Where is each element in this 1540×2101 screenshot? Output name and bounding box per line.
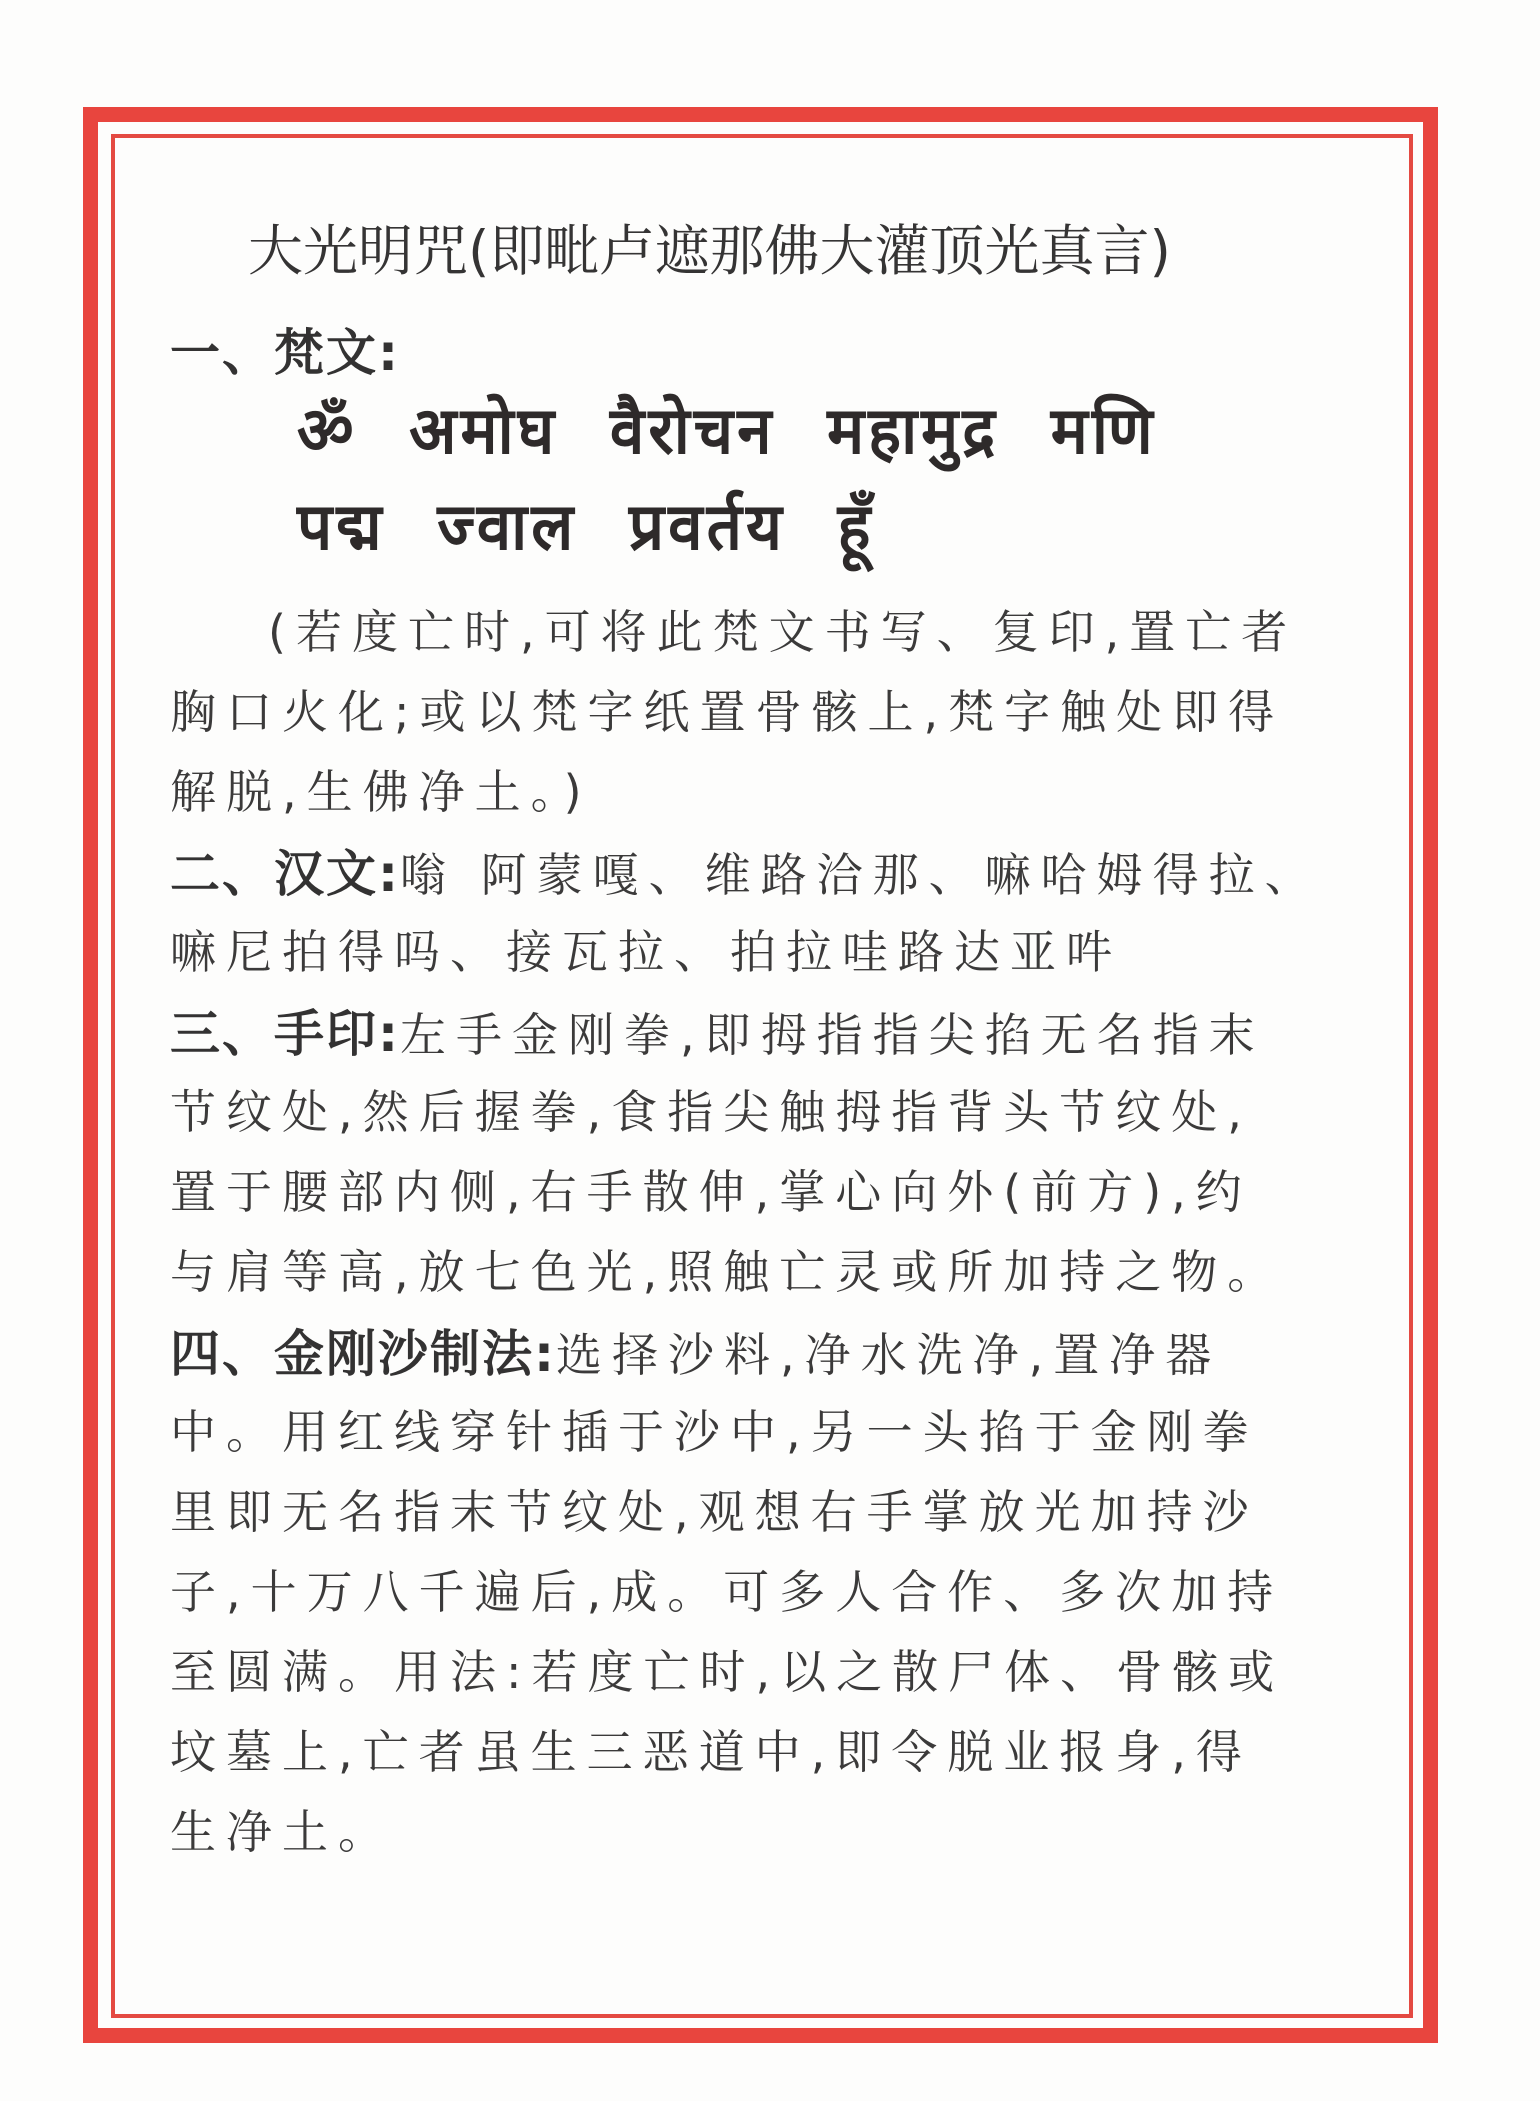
vajra-sand-line-7: 生净土。: [170, 1805, 394, 1859]
mudra-line-3: 置于腰部内侧,右手散伸,掌心向外(前方),约: [170, 1165, 1252, 1219]
section-heading-mudra: 三、手印:: [170, 1005, 400, 1063]
mudra-line-1: 左手金刚拳,即拇指指尖掐无名指末: [400, 1008, 1265, 1062]
note-line-2: 胸口火化;或以梵字纸置骨骸上,梵字触处即得: [170, 685, 1285, 739]
section-chinese: [170, 845, 1360, 903]
vajra-sand-line-5: 至圆满。用法:若度亡时,以之散尸体、骨骸或: [170, 1645, 1285, 1699]
section-heading-chinese: 二、汉文:: [170, 845, 400, 903]
mudra-line-2: 节纹处,然后握拳,食指尖触拇指背头节纹处,: [170, 1085, 1252, 1139]
vajra-sand-line-4: 子,十万八千遍后,成。可多人合作、多次加持: [170, 1565, 1284, 1619]
vajra-sand-line-1: 选择沙料,净水洗净,置净器: [556, 1328, 1222, 1382]
section-heading-sanskrit: 一、梵文:: [170, 324, 400, 382]
section-mudra: [170, 1005, 1360, 1063]
vajra-sand-line-2: 中。用红线穿针插于沙中,另一头掐于金刚拳: [170, 1405, 1259, 1459]
note-line-3: 解脱,生佛净土。): [170, 765, 592, 819]
chinese-mantra-line-1: 嗡 阿蒙嘎、维路洽那、嘛哈姆得拉、: [400, 848, 1321, 902]
siddham-mantra-line-1: ॐ अमोघ वैरोचन महामुद्र मणि: [297, 392, 1157, 469]
chinese-mantra-line-2: 嘛尼拍得吗、接瓦拉、拍拉哇路达亚吽: [170, 925, 1122, 979]
vajra-sand-line-3: 里即无名指末节纹处,观想右手掌放光加持沙: [170, 1485, 1259, 1539]
section-heading-vajra-sand: 四、金刚沙制法:: [170, 1325, 556, 1383]
note-line-1: (若度亡时,可将此梵文书写、复印,置亡者: [268, 605, 1298, 659]
siddham-mantra-line-2: पद्म ज्वाल प्रवर्तय हूँ: [297, 488, 875, 565]
vajra-sand-line-6: 坟墓上,亡者虽生三恶道中,即令脱业报身,得: [170, 1725, 1252, 1779]
document-title: 大光明咒(即毗卢遮那佛大灌顶光真言): [248, 219, 1171, 283]
section-vajra-sand: [170, 1325, 1360, 1383]
mudra-line-4: 与肩等高,放七色光,照触亡灵或所加持之物。: [170, 1245, 1284, 1299]
